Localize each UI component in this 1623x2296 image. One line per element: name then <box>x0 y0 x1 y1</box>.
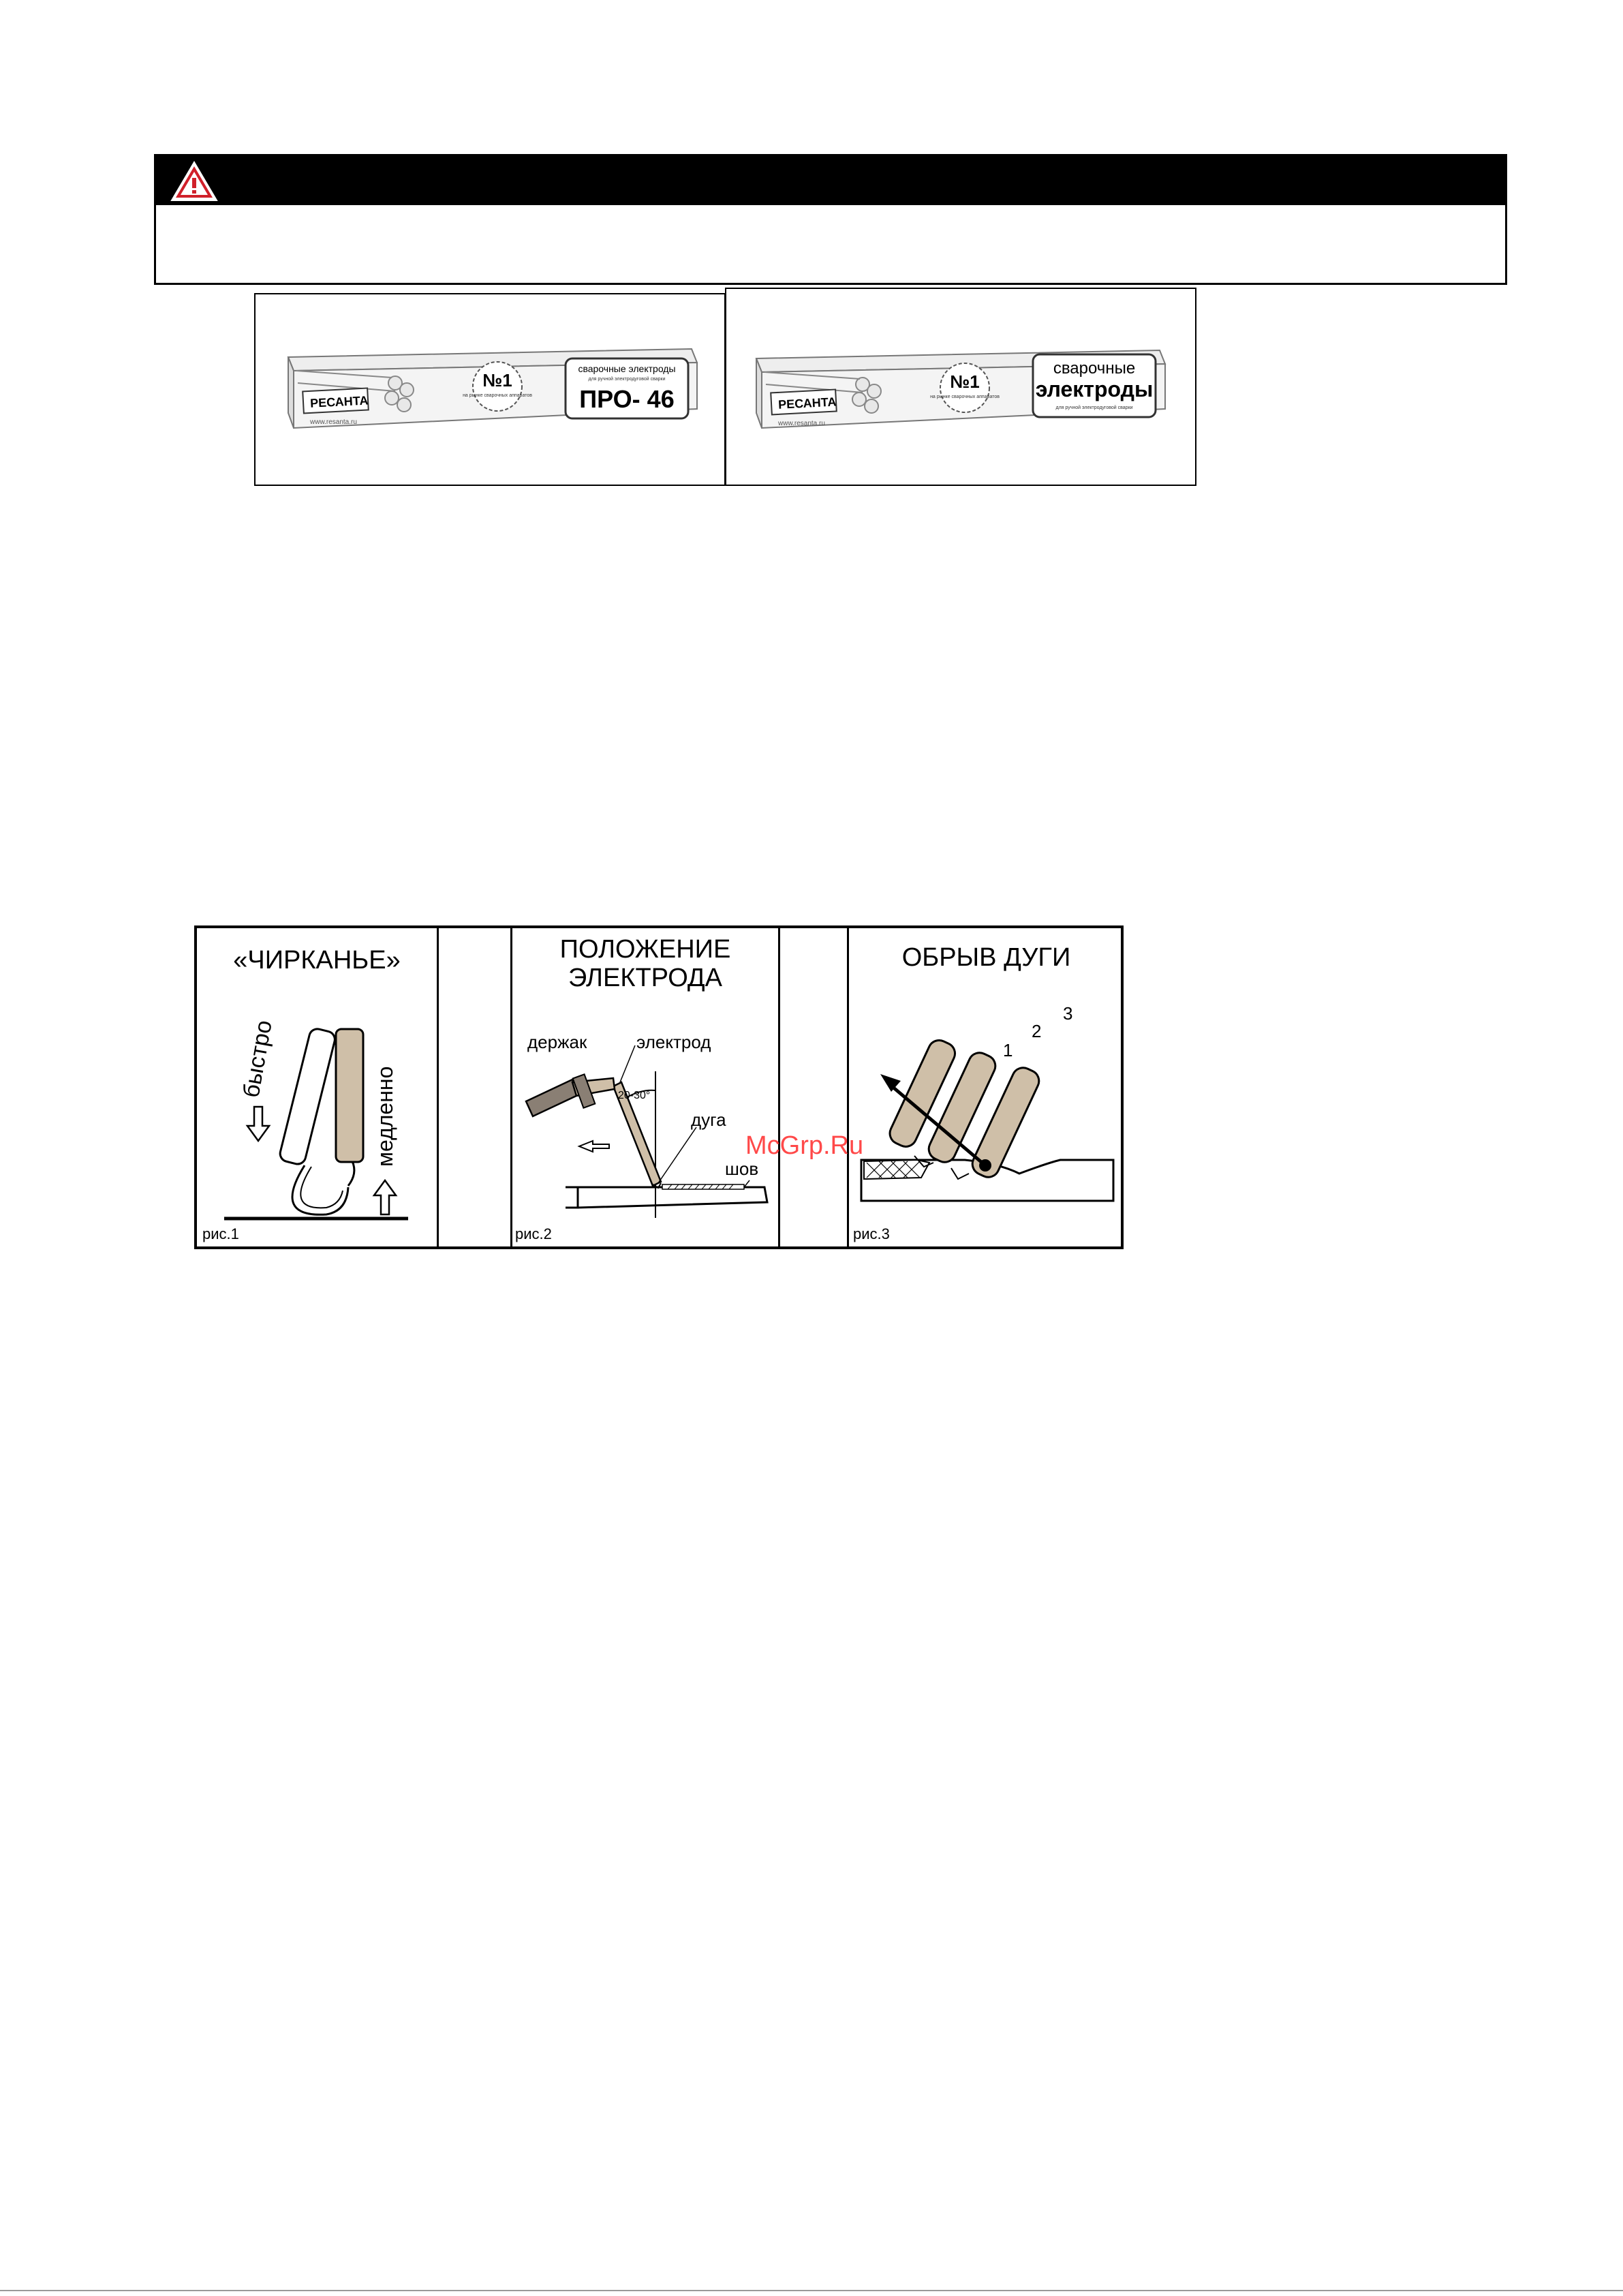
product-label-main: электроды <box>1035 377 1154 401</box>
figure-3-drawing <box>849 928 1124 1246</box>
figure-1-caption: рис.1 <box>202 1225 239 1242</box>
figure-2-title-line1: ПОЛОЖЕНИЕ <box>559 935 731 964</box>
product-badge-number: №1 <box>950 371 980 392</box>
figure-2-holder-label: держак <box>527 1032 587 1052</box>
figure-1-title: «ЧИРКАНЬЕ» <box>233 946 401 975</box>
product-label-sub: для ручной электродуговой сварки <box>1055 405 1133 410</box>
product-box-electrodes <box>725 288 1196 486</box>
warning-header-bar <box>156 156 1505 205</box>
product-site: www.resanta.ru <box>778 420 825 427</box>
figure-1-slow-label: медленно <box>373 1066 397 1167</box>
product-label-top: сварочные электроды <box>578 363 676 374</box>
product-box-pro46 <box>254 293 726 486</box>
warning-box <box>154 154 1507 285</box>
figure-1-fast-label: быстро <box>238 1018 277 1100</box>
figure-3-caption: рис.3 <box>853 1225 890 1242</box>
figure-2-title-line2: ЭЛЕКТРОДА <box>568 964 722 992</box>
figure-2-panel <box>512 928 778 1246</box>
figure-2-caption: рис.2 <box>515 1225 552 1242</box>
product-brand-label: РЕСАНТА <box>777 395 837 412</box>
figure-2-arc-label: дуга <box>691 1109 726 1130</box>
product-label-sub: для ручной электродуговой сварки <box>588 377 666 382</box>
figure-2-electrode-label: электрод <box>636 1032 711 1052</box>
product-label-top: сварочные <box>1053 359 1136 378</box>
figure-2-drawing <box>512 928 778 1246</box>
figure-3-number-3: 3 <box>1063 1003 1073 1024</box>
figure-1-panel <box>197 928 437 1246</box>
product-box-pro46-illustration <box>256 294 727 487</box>
figure-separator <box>778 928 780 1246</box>
watermark-text: McGrp.Ru <box>745 1131 864 1160</box>
figure-3-number-2: 2 <box>1032 1021 1042 1041</box>
figure-2-seam-label: шов <box>725 1159 759 1179</box>
product-box-electrodes-illustration <box>726 289 1198 487</box>
product-badge-text: на рынке сварочных аппаратов <box>463 393 532 398</box>
figure-3-panel <box>849 928 1124 1246</box>
figure-separator <box>437 928 439 1246</box>
figure-3-title: ОБРЫВ ДУГИ <box>901 943 1071 972</box>
product-site: www.resanta.ru <box>310 418 357 426</box>
warning-triangle-icon <box>170 160 219 202</box>
product-badge-number: №1 <box>482 370 512 391</box>
figure-2-angle-label: 20-30° <box>618 1090 651 1101</box>
product-label-main: ПРО- 46 <box>579 385 675 413</box>
welding-figures-strip <box>194 925 1124 1249</box>
figure-3-number-1: 1 <box>1003 1040 1013 1060</box>
figure-1-drawing <box>197 928 437 1246</box>
page-bottom-rule <box>0 2290 1623 2291</box>
product-brand-label: РЕСАНТА <box>309 393 369 410</box>
product-badge-text: на рынке сварочных аппаратов <box>930 395 1000 399</box>
